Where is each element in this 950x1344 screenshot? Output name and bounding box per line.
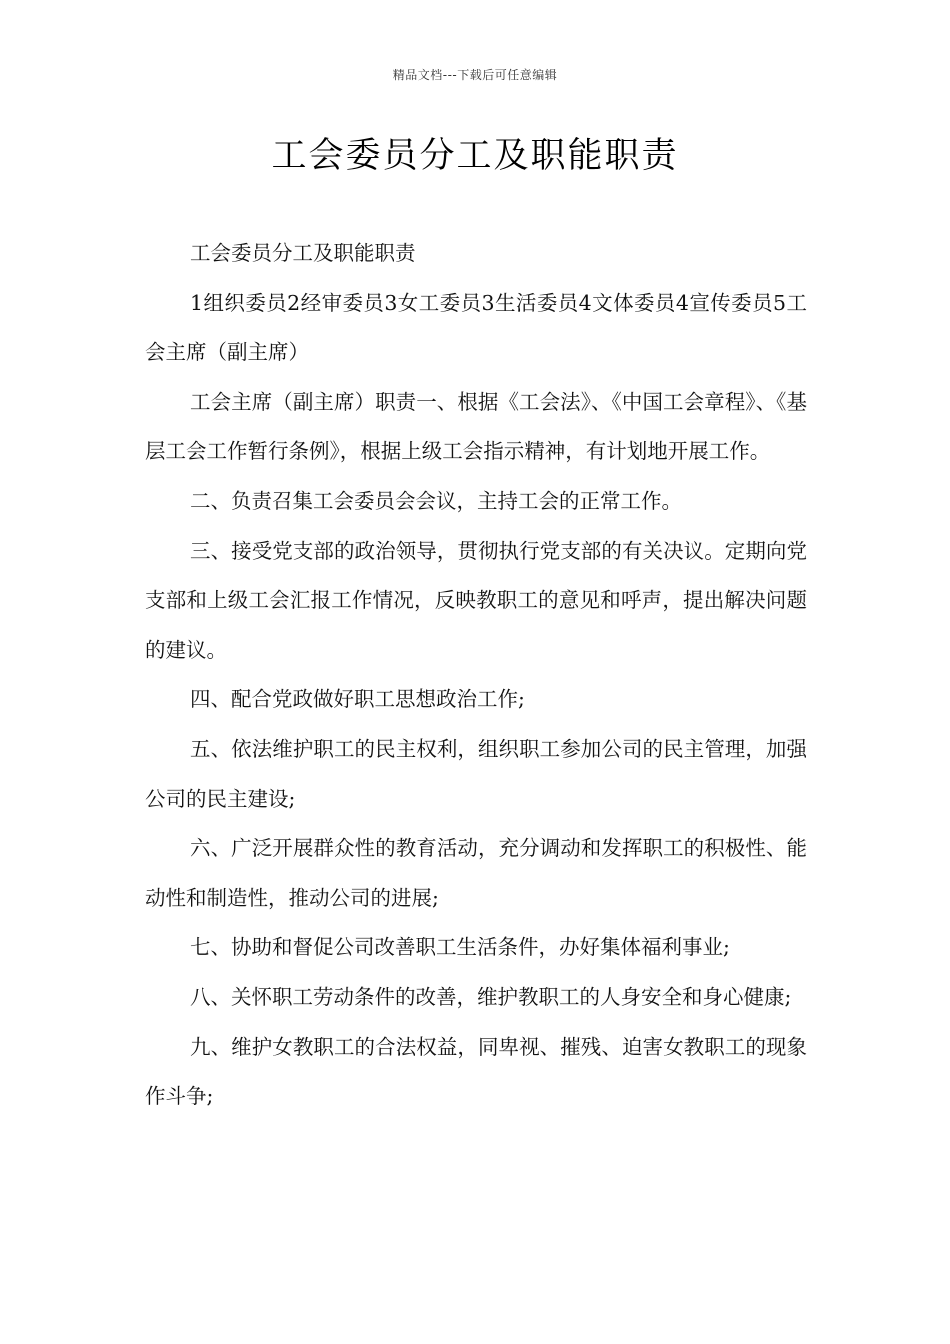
paragraph-duty-7: 七、协助和督促公司改善职工生活条件，办好集体福利事业;: [190, 935, 730, 960]
page-title: 工会委员分工及职能职责: [271, 136, 679, 176]
paragraph-chairman-duty-1: 工会主席（副主席）职责一、根据《工会法》、《中国工会章程》、《基层工会工作暂行条例》，根据上级工会指示精神，有计划地开展工作。: [145, 389, 807, 464]
paragraph-duty-5: 五、依法维护职工的民主权利，组织职工参加公司的民主管理，加强公司的民主建设;: [145, 736, 807, 811]
paragraph-duty-8: 八、关怀职工劳动条件的改善，维护教职工的人身安全和身心健康;: [190, 984, 792, 1009]
paragraph-duty-4: 四、配合党政做好职工思想政治工作;: [190, 687, 525, 712]
document-body: [145, 229, 807, 1122]
header-note: 精品文档---下载后可任意编辑: [392, 68, 558, 82]
paragraph-duty-2: 二、负责召集工会委员会会议，主持工会的正常工作。: [190, 488, 682, 513]
paragraph-subtitle: 工会委员分工及职能职责: [190, 241, 416, 265]
paragraph-committee-list: 1组织委员2经审委员3女工委员3生活委员4文体委员4宣传委员5工会主席（副主席）: [145, 290, 807, 365]
paragraph-duty-6: 六、广泛开展群众性的教育活动，充分调动和发挥职工的积极性、能动性和制造性，推动公司的进展;: [145, 836, 807, 910]
paragraph-duty-3: 三、接受党支部的政治领导，贯彻执行党支部的有关决议。定期向党支部和上级工会汇报工作情况，反映教职工的意见和呼声，提出解决问题的建议。: [145, 538, 807, 662]
paragraph-duty-9: 九、维护女教职工的合法权益，同卑视、摧残、迫害女教职工的现象作斗争;: [145, 1034, 807, 1109]
